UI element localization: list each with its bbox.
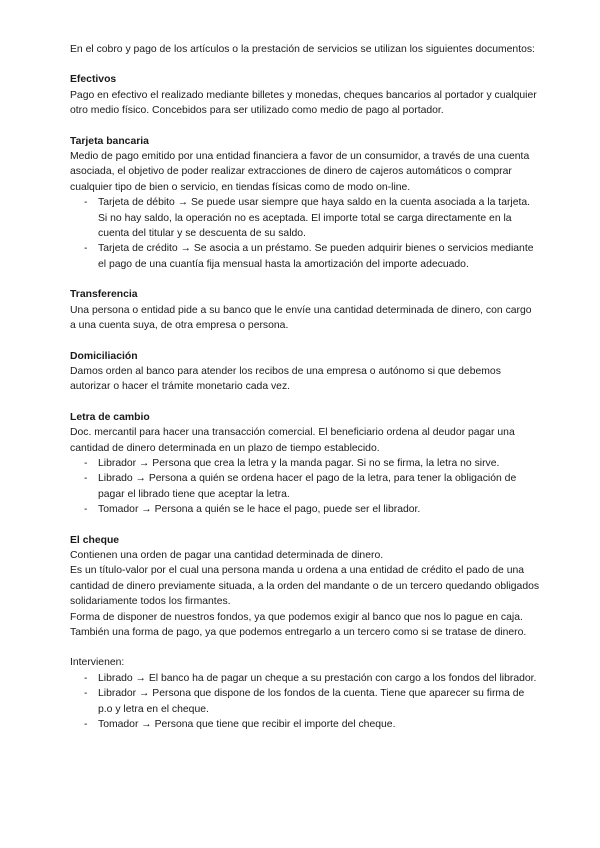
cheque-list — [70, 671, 540, 733]
cheque-paragraph-2: Es un título-valor por el cual una persona manda u ordena a una entidad de crédito el pado de una cantidad de dinero previamente situada, a la orden del mandante o de un tercero quedando obligados solidariamente todos los firmantes. — [70, 565, 540, 608]
list-item: - Tarjeta de débito → Se puede usar siempre que haya saldo en la cuenta asociada a la tarjeta. Si no hay saldo, la operación no es aceptada. El importe total se carga directamente en la cuenta del titular y se descuenta de su saldo. — [70, 195, 540, 241]
tarjeta-list — [70, 195, 540, 272]
letra-body: Doc. mercantil para hacer una transacción comercial. El beneficiario ordena al deudor pagar una cantidad de dinero determinada en un plazo de tiempo establecido. — [70, 427, 515, 454]
efectivos-body: Pago en efectivo el realizado mediante billetes y monedas, cheques bancarios al portador y cualquier otro medio físico. Concebidos para ser utilizado como medio de pago al portador. — [70, 89, 537, 117]
list-item: - Tomador → Persona que tiene que recibir el importe del cheque. — [70, 717, 540, 732]
heading-domiciliacion: Domiciliación — [70, 350, 138, 362]
list-item: - Tarjeta de crédito → Se asocia a un préstamo. Se pueden adquirir bienes o servicios mediante el pago de una cuantía fija mensual hasta la amortización del importe adecuado. — [70, 241, 540, 272]
heading-efectivos: Efectivos — [70, 74, 117, 86]
list-item: - Librador → Persona que dispone de los fondos de la cuenta. Tiene que aparecer su firma de p.o y letra en el cheque. — [70, 686, 540, 717]
heading-transferencia: Transferencia — [70, 289, 138, 301]
list-item: - Librado → El banco ha de pagar un cheque a su prestación con cargo a los fondos del librador. — [70, 671, 540, 686]
list-item: - Librador → Persona que crea la letra y la manda pagar. Si no se firma, la letra no sirve. — [70, 456, 540, 471]
tarjeta-body: Medio de pago emitido por una entidad financiera a favor de un consumidor, a través de una cuenta asociada, el objetivo de poder realizar extracciones de dinero de cajeros automáticos o comprar cualquier tipo de bien o servicio, en tiendas físicas como de modo on-line. — [70, 151, 530, 193]
cheque-paragraph-1: Contienen una orden de pagar una cantidad determinada de dinero. — [70, 549, 384, 561]
intro-paragraph: En el cobro y pago de los artículos o la prestación de servicios se utilizan los siguientes documentos: — [70, 44, 535, 55]
cheque-paragraph-3: Forma de disponer de nuestros fondos, ya que podemos exigir al banco que nos lo pague en caja. También una forma de pago, ya que podemos entregarlo a un tercero como si se tratase de dinero. — [70, 611, 527, 638]
list-item: - Tomador → Persona a quién se le hace el pago, puede ser el librador. — [70, 502, 540, 517]
heading-letra-de-cambio: Letra de cambio — [70, 411, 150, 423]
list-item: - Librado → Persona a quién se ordena hacer el pago de la letra, para tener la obligación de pagar el librado tiene que aceptar la letra. — [70, 471, 540, 502]
document-page — [70, 42, 540, 732]
heading-el-cheque: El cheque — [70, 534, 120, 546]
transferencia-body: Una persona o entidad pide a su banco que le envíe una cantidad determinada de dinero, con cargo a una cuenta suya, de otra empresa o persona. — [70, 304, 532, 332]
domiciliacion-body: Damos orden al banco para atender los recibos de una empresa o autónomo si que debemos autorizar o hacer el trámite monetario cada vez. — [70, 365, 501, 393]
heading-tarjeta-bancaria: Tarjeta bancaria — [70, 135, 149, 147]
intervienen-label: Intervienen: — [70, 657, 125, 669]
spacer — [70, 640, 540, 655]
letra-list — [70, 456, 540, 518]
